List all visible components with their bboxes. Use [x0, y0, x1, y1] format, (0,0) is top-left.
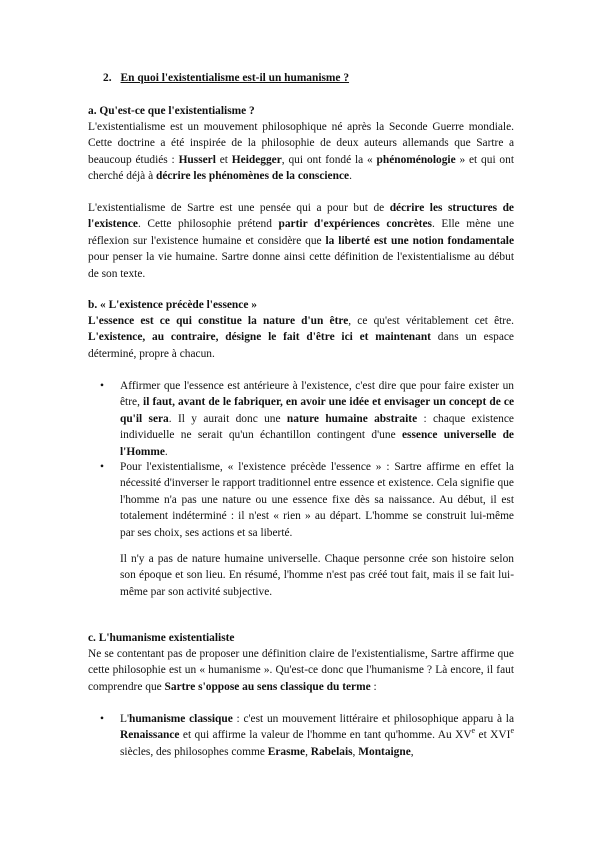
main-title-number: 2.	[103, 72, 112, 84]
text-run: et XVI	[475, 729, 511, 742]
bold-text: essence universelle de l'Homme	[120, 429, 514, 458]
bullet-icon: •	[100, 713, 104, 725]
section-a-paragraph-1	[88, 119, 514, 185]
bullet-icon: •	[100, 380, 104, 392]
superscript-text: e	[510, 726, 514, 736]
text-run: ,	[352, 745, 359, 758]
bold-text: il faut, avant de le fabriquer, en avoir une idée et envisager un concept de ce qu'il sera	[120, 396, 514, 425]
section-b-heading	[88, 297, 514, 313]
text-run: . Il y aurait donc une	[168, 412, 287, 425]
text-run: Il n'y a pas de nature humaine universelle. Chaque personne crée son histoire selon son époque et son lieu. En résumé, l'homme n'est pas créé tout fait, mais il se fait lui-même par son activité subjective.	[120, 553, 514, 598]
bold-text: Montaigne	[358, 745, 411, 758]
section-a-heading	[88, 103, 514, 119]
text-run: :	[370, 680, 377, 693]
bold-text: Erasme	[267, 745, 306, 758]
bold-text: humanisme classique	[129, 713, 233, 725]
text-run: L'	[120, 713, 130, 725]
text-run: dans un espace déterminé, propre à chacun.	[88, 331, 514, 360]
text-run: . Elle mène une réflexion sur l'existence humaine et considère que	[88, 218, 514, 247]
text-run: L'existentialisme est un mouvement philosophique né après la Seconde Guerre mondiale. Cette doctrine a été inspirée de la philosophie de deux auteurs allemands que Sartre a beaucoup étudiés :	[88, 121, 514, 166]
section-c-list-item-1-text	[120, 711, 514, 760]
bold-text: L'essence est ce qui constitue la nature d'un être	[88, 315, 349, 327]
section-c-heading-text: c. L'humanisme existentialiste	[88, 632, 235, 644]
text-run: Affirmer que l'essence est antérieure à l'existence, c'est dire que pour faire exister un être,	[120, 380, 514, 409]
text-run: ,	[305, 745, 311, 758]
main-title	[103, 70, 349, 86]
section-c-heading	[88, 630, 514, 646]
text-run: » et qui ont cherché déjà à	[88, 153, 514, 183]
bold-text: partir d'expériences concrètes	[278, 218, 432, 231]
section-b-paragraph-1	[88, 313, 514, 362]
text-run: Ne se contentant pas de proposer une définition claire de l'existentialisme, Sartre affirme que cette philosophie est un « humanisme ». Qu'est-ce donc que l'humanisme ? Là encore, il faut comprendre que	[88, 648, 514, 693]
superscript-text: e	[471, 726, 476, 736]
text-run: : chaque existence individuelle ne serait qu'un échantillon contingent d'une	[120, 412, 514, 442]
bold-text: Rabelais	[310, 745, 353, 758]
text-run: : c'est un mouvement littéraire et philosophique apparu à la	[232, 713, 514, 725]
section-b-list-item-2-text	[120, 459, 514, 541]
section-b-list-item-2-paragraph-2	[120, 551, 514, 600]
bold-text: la liberté est une notion fondamentale	[325, 234, 514, 247]
text-run: et	[215, 153, 232, 166]
text-run: pour penser la vie humaine. Sartre donne ainsi cette définition de l'existentialisme au début de son texte.	[88, 251, 514, 280]
bold-text: Renaissance	[120, 729, 180, 742]
text-run: siècles, des philosophes comme	[120, 745, 268, 758]
text-run: et qui affirme la valeur de l'homme en tant qu'homme. Au XV	[179, 729, 472, 742]
section-c-paragraph-1	[88, 646, 514, 695]
text-run: .	[349, 170, 352, 183]
bold-text: Husserl	[178, 153, 216, 166]
text-run: Pour l'existentialisme, « l'existence précède l'essence » : Sartre affirme en effet la nécessité d'inverser le rapport traditionnel entre essence et existence. Cela signifie que l'homme n'a pas une nature ou une essence fixe dès sa naissance. Au début, il est totalement indéterminé : il n'est « rien » au départ. L'homme se construit lui-même par ses choix, ses actions et sa liberté.	[120, 461, 514, 539]
section-a-heading-text: a. Qu'est-ce que l'existentialisme ?	[88, 105, 255, 117]
bold-text: Heidegger	[231, 153, 282, 166]
bold-text: décrire les structures de l'existence	[88, 202, 514, 231]
bold-text: L'existence, au contraire, désigne le fait d'être ici et maintenant	[88, 331, 431, 344]
bullet-icon: •	[100, 461, 104, 473]
text-run: L'existentialisme de Sartre est une pensée qui a pour but de	[88, 202, 390, 214]
text-run: .	[164, 445, 168, 458]
bold-text: phénoménologie	[376, 153, 456, 166]
section-b-heading-text: b. « L'existence précède l'essence »	[88, 299, 257, 311]
text-run: . Cette philosophie prétend	[137, 218, 279, 231]
text-run: ,	[410, 745, 414, 758]
text-run: , ce qu'est véritablement cet être.	[348, 315, 514, 327]
bold-text: décrire les phénomènes de la conscience	[155, 170, 350, 183]
text-run: , qui ont fondé la «	[281, 153, 377, 166]
bold-text: Sartre s'oppose au sens classique du terme	[164, 680, 371, 693]
section-b-list-item-1-text	[120, 378, 514, 460]
bold-text: nature humaine abstraite	[286, 412, 418, 425]
section-a-paragraph-2	[88, 200, 514, 282]
main-title-text: En quoi l'existentialisme est-il un humanisme ?	[120, 72, 350, 84]
